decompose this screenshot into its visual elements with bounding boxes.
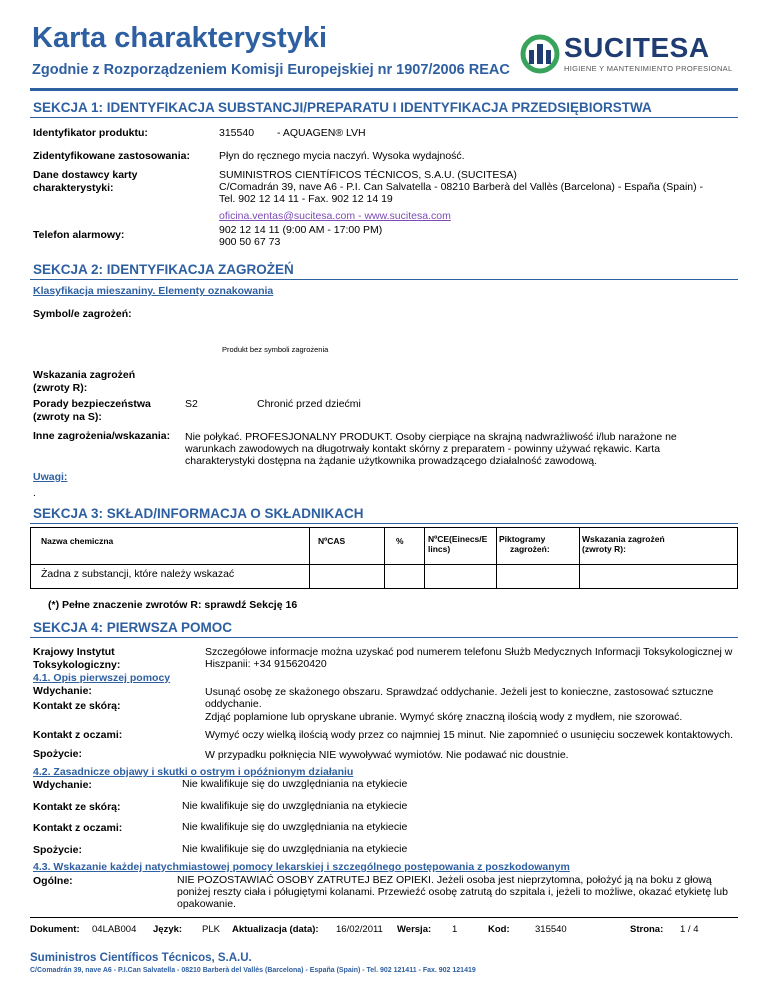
composition-table xyxy=(30,527,738,589)
skin-line-1: Zdjąć poplamione lub opryskane ubranie. Wymyć skórę znaczną ilością wody z mydłem, nie szorować. xyxy=(205,711,683,723)
section-3-heading: SEKCJA 3: SKŁAD/INFORMACJA O SKŁADNIKACH xyxy=(33,506,364,521)
skin-effects-label: Kontakt ze skórą: xyxy=(33,801,121,813)
inhalation-line-2: oddychanie. xyxy=(205,698,262,710)
footer-version-value: 1 xyxy=(452,924,458,935)
col-r-phrases-line-1: Wskazania zagrożeń xyxy=(582,534,665,544)
footer-company: Suministros Científicos Técnicos, S.A.U. xyxy=(30,952,252,964)
safety-code: S2 xyxy=(185,398,198,410)
footer-page-label: Strona: xyxy=(630,924,664,935)
company-logo xyxy=(520,32,740,78)
use-label: Zidentyfikowane zastosowania: xyxy=(33,150,190,162)
col-chemical-name: Nazwa chemiczna xyxy=(41,536,114,546)
footer-address: C/Comadrán 39, nave A6 - P.I.Can Salvatella - 08210 Barberà del Vallès (Barcelona) - España (Spain) - Tel. 902 121411 - Fax. 902 121419 xyxy=(30,967,476,974)
notes-value: . xyxy=(33,487,36,499)
section-4-heading: SEKCJA 4: PIERWSZA POMOC xyxy=(33,620,233,635)
notes-label: Uwagi: xyxy=(33,471,68,483)
supplier-label-line-1: Dane dostawcy karty xyxy=(33,169,138,181)
eye-label: Kontakt z oczami: xyxy=(33,729,123,741)
general-line-2: poniżej reszty ciała i póługiętymi kolanami. Przewieźć osobę zatrutą do szpitala i, jeżeli to możliwe, okazać etykietę lub xyxy=(177,886,728,898)
phone-line-2: 900 50 67 73 xyxy=(219,236,281,248)
footer-update-label: Aktualizacja (data): xyxy=(232,924,319,935)
logo-name: SUCITESA xyxy=(564,32,710,63)
inhalation-effects-label: Wdychanie: xyxy=(33,779,92,791)
document-title: Karta charakterystyki xyxy=(32,22,328,54)
symbols-label: Symbol/e zagrożeń: xyxy=(33,308,132,320)
safety-text: Chronić przed dziećmi xyxy=(257,398,361,410)
institute-line-2: Hiszpanii: +34 915620420 xyxy=(205,658,327,670)
footer-lang-label: Język: xyxy=(153,924,183,935)
hazard-label-line-2: (zwroty R): xyxy=(33,382,88,394)
hazard-label-line-1: Wskazania zagrożeń xyxy=(33,369,136,381)
supplier-line-3: Tel. 902 12 14 11 - Fax. 902 12 14 19 xyxy=(219,193,393,205)
col-ce-line-1: NºCE(Einecs/E xyxy=(428,534,488,544)
supplier-line-1: SUMINISTROS CIENTÍFICOS TÉCNICOS, S.A.U. (SUCITESA) xyxy=(219,169,517,181)
general-line-3: opakowanie. xyxy=(177,898,236,910)
col-pictograms-line-2: zagrożeń: xyxy=(510,544,550,554)
first-aid-subheading: 4.1. Opis pierwszej pomocy xyxy=(33,672,171,684)
other-hazards-label: Inne zagrożenia/wskazania: xyxy=(33,430,171,442)
eye-line-1: Wymyć oczy wielką ilością wody przez co najmniej 15 minut. Nie zapomnieć o usunięciu soczewek kontaktowych. xyxy=(205,729,734,741)
product-code: 315540 xyxy=(219,127,255,139)
footer-doc-value: 04LAB004 xyxy=(92,924,137,935)
ingestion-line-1: W przypadku połknięcia NIE wywoływać wymiotów. Nie podawać nic doustnie. xyxy=(205,749,569,761)
classification-subheading: Klasyfikacja mieszaniny. Elementy oznakowania xyxy=(33,285,274,297)
skin-label: Kontakt ze skórą: xyxy=(33,700,121,712)
footer-page-value: 1 / 4 xyxy=(680,924,699,935)
r-phrases-note: (*) Pełne znaczenie zwrotów R: sprawdź Sekcję 16 xyxy=(48,599,298,611)
symptoms-subheading: 4.2. Zasadnicze objawy i skutki o ostrym i opóźnionym działaniu xyxy=(33,766,354,778)
sucitesa-logo-icon xyxy=(520,34,560,74)
footer-code-label: Kod: xyxy=(488,924,510,935)
col-cas: NºCAS xyxy=(318,536,346,546)
section-3-divider xyxy=(30,523,738,524)
other-hazards-line-3: charakterystyki dostępna na żądanie użytkownika prowadzącego działalność zawodową. xyxy=(185,455,598,467)
col-ce-line-2: lincs) xyxy=(428,544,451,554)
institute-label-line-2: Toksykologiczny: xyxy=(33,659,121,671)
document-subtitle: Zgodnie z Rozporządzeniem Komisji Europejskiej nr 1907/2006 REAC xyxy=(32,62,510,78)
footer-version-label: Wersja: xyxy=(397,924,432,935)
general-line-1: NIE POZOSTAWIAĆ OSOBY ZATRUTEJ BEZ OPIEKI. Jeżeli osoba jest nieprzytomna, położyć ją na boku z głową xyxy=(177,874,712,886)
supplier-label-line-2: charakterystyki: xyxy=(33,182,114,194)
ingestion-effects-value: Nie kwalifikuje się do uwzględniania na etykiecie xyxy=(182,843,408,855)
use-value: Płyn do ręcznego mycia naczyń. Wysoka wydajność. xyxy=(219,150,465,162)
no-symbols-text: Produkt bez symboli zagrożenia xyxy=(222,345,329,354)
section-2-divider xyxy=(30,279,738,280)
general-label: Ogólne: xyxy=(33,875,73,887)
section-1-heading: SEKCJA 1: IDENTYFIKACJA SUBSTANCJI/PREPARATU I IDENTYFIKACJA PRZEDSIĘBIORSTWA xyxy=(33,100,652,115)
section-1-divider xyxy=(30,117,738,118)
col-r-phrases-line-2: (zwroty R): xyxy=(582,544,626,554)
inhalation-line-1: Usunąć osobę ze skażonego obszaru. Sprawdzać oddychanie. Jeżeli jest to konieczne, zastosować sztuczne xyxy=(205,686,714,698)
skin-effects-value: Nie kwalifikuje się do uwzględniania na etykiecie xyxy=(182,800,408,812)
eye-effects-label: Kontakt z oczami: xyxy=(33,822,123,834)
col-pictograms-line-1: Piktogramy xyxy=(499,534,546,544)
section-4-divider xyxy=(30,637,738,638)
ingestion-effects-label: Spożycie: xyxy=(33,844,83,856)
col-percent: % xyxy=(396,536,404,546)
email-web-link[interactable]: oficina.ventas@sucitesa.com - www.sucitesa.com xyxy=(219,210,451,222)
product-id-label: Identyfikator produktu: xyxy=(33,127,148,139)
ingestion-label: Spożycie: xyxy=(33,748,83,760)
institute-label-line-1: Krajowy Instytut xyxy=(33,646,115,658)
section-2-heading: SEKCJA 2: IDENTYFIKACJA ZAGROŻEŃ xyxy=(33,262,294,277)
supplier-line-2: C/Comadrán 39, nave A6 - P.I. Can Salvatella - 08210 Barberà del Vallès (Barcelona) - España (Spain) - xyxy=(219,181,704,193)
medical-attention-subheading: 4.3. Wskazanie każdej natychmiastowej pomocy lekarskiej i szczególnego postępowania z poszkodowanym xyxy=(33,861,570,873)
table-row-none: Żadna z substancji, które należy wskazać xyxy=(41,568,235,580)
safety-label-line-2: (zwroty na S): xyxy=(33,411,102,423)
institute-line-1: Szczegółowe informacje można uzyskać pod numerem telefonu Służb Medycznych Informacji Toksykologicznej w xyxy=(205,646,733,658)
phone-label: Telefon alarmowy: xyxy=(33,229,125,241)
other-hazards-line-2: warunkach zawodowych na długotrwały kontakt skórny z preparatem - powinny używać rękawic. Karta xyxy=(185,443,661,455)
safety-label-line-1: Porady bezpieczeństwa xyxy=(33,398,151,410)
inhalation-effects-value: Nie kwalifikuje się do uwzględniania na etykiecie xyxy=(182,778,408,790)
other-hazards-line-1: Nie połykać. PROFESJONALNY PRODUKT. Osoby cierpiące na skrajną nadwrażliwość i/lub narażone ne xyxy=(185,431,677,443)
footer-update-value: 16/02/2011 xyxy=(336,924,383,935)
header-divider xyxy=(30,88,738,91)
phone-line-1: 902 12 14 11 (9:00 AM - 17:00 PM) xyxy=(219,224,383,236)
footer-doc-label: Dokument: xyxy=(30,924,80,935)
logo-tagline: HIGIENE Y MANTENIMIENTO PROFESIONAL xyxy=(564,64,733,73)
footer-code-value: 315540 xyxy=(535,924,567,935)
footer-divider xyxy=(30,917,738,918)
eye-effects-value: Nie kwalifikuje się do uwzględniania na etykiecie xyxy=(182,821,408,833)
footer-lang-value: PLK xyxy=(202,924,220,935)
product-name: - AQUAGEN® LVH xyxy=(277,127,366,139)
inhalation-label: Wdychanie: xyxy=(33,685,92,697)
